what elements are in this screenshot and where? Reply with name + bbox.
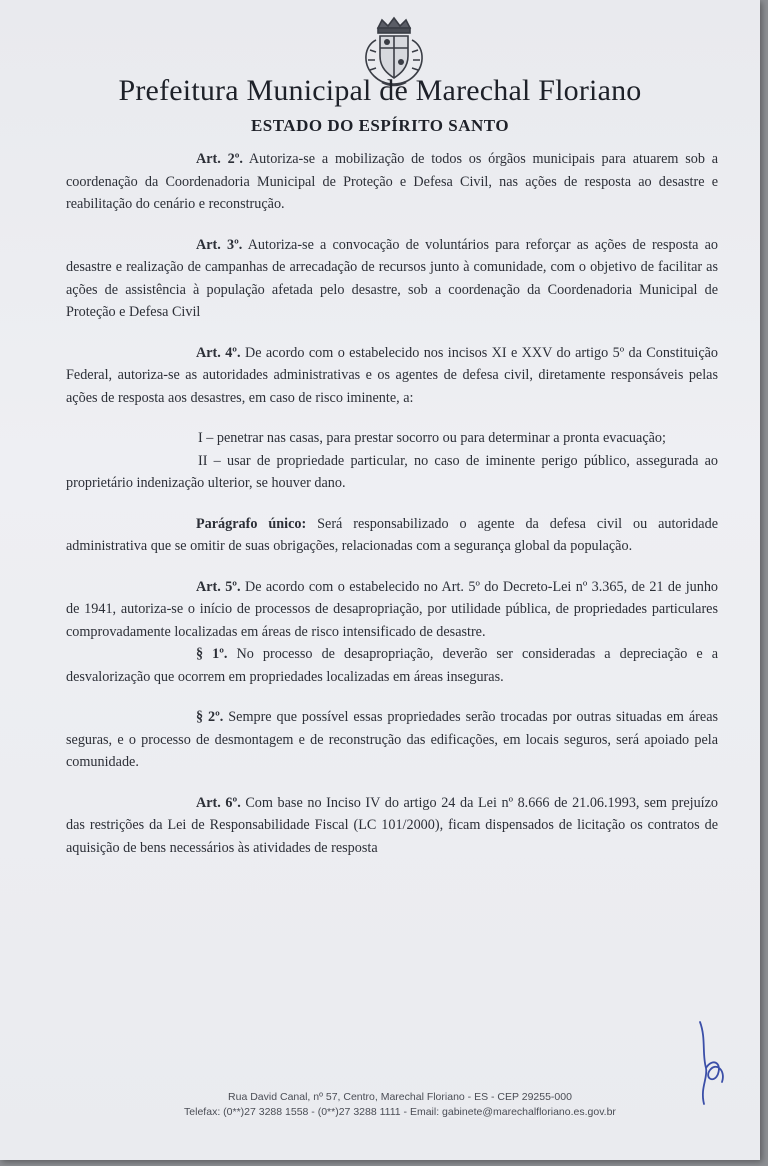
article-text: De acordo com o estabelecido no Art. 5º do Decreto-Lei nº 3.365, de 21 de junho de 1941, autoriza-se o início de processos de desapropriação, por utilidade pública, de propriedades particulares comprovadamente localizadas em áreas de risco intensificado de desastre. xyxy=(66,578,719,640)
article-5-section-1 xyxy=(66,643,718,688)
footer-address: Rua David Canal, nº 57, Centro, Marechal Floriano - ES - CEP 29255-000 xyxy=(228,1091,572,1103)
paragraph-text: Será responsabilizado o agente da defesa civil ou autoridade administrativa que se omitir de suas obrigações, relacionadas com a segurança global da população. xyxy=(66,515,718,554)
footer-contact: Telefax: (0**)27 3288 1558 - (0**)27 3288 1111 - Email: gabinete@marechalfloriano.es.gov.br xyxy=(184,1106,616,1118)
article-label: Art. 6º. xyxy=(196,794,241,811)
article-3 xyxy=(66,234,718,324)
article-text: Autoriza-se a mobilização de todos os órgãos municipais para atuarem sob a coordenação da Coordenadoria Municipal de Proteção e Defesa Civil, nas ações de resposta ao desastre e reabilitação do cenário e reconstrução. xyxy=(66,151,718,212)
article-5 xyxy=(66,576,718,644)
document-body xyxy=(66,148,718,859)
article-text: Autoriza-se a convocação de voluntários para reforçar as ações de resposta ao desastre e realização de campanhas de arrecadação de recursos junto à comunidade, com o objetivo de facilitar as ações de assistência à população afetada pelo desastre, sob a coordenação da Coordenadoria Municipal de Proteção e Defesa Civil xyxy=(66,236,718,320)
signature-icon xyxy=(692,1018,732,1108)
section-label: § 2º. xyxy=(196,709,224,725)
article-label: Art. 4º. xyxy=(196,344,241,361)
article-text: Com base no Inciso IV do artigo 24 da Lei nº 8.666 de 21.06.1993, sem prejuízo das restrições da Lei de Responsabilidade Fiscal (LC 101/2000), ficam dispensados de licitação os contratos de aquisição de bens necessários às atividades de resposta xyxy=(66,794,719,856)
page-footer xyxy=(110,1090,690,1120)
section-label: § 1º. xyxy=(196,646,228,662)
article-4 xyxy=(66,342,718,410)
article-label: Art. 2º. xyxy=(196,151,243,167)
municipality-title: Prefeitura Municipal de Marechal Floriano xyxy=(118,74,642,107)
article-text: De acordo com o estabelecido nos incisos XI e XXV do artigo 5º da Constituição Federal, autoriza-se as autoridades administrativas e os agentes de defesa civil, diretamente responsáveis pelas ações de resposta aos desastres, em caso de risco iminente, a: xyxy=(66,344,719,406)
sole-paragraph xyxy=(66,513,718,558)
article-6 xyxy=(66,792,718,860)
article-label: Art. 3º. xyxy=(196,236,243,253)
article-4-item-1: I – penetrar nas casas, para prestar socorro ou para determinar a pronta evacuação; xyxy=(198,430,666,446)
section-text: Sempre que possível essas propriedades serão trocadas por outras situadas em áreas seguras, e o processo de desmontagem e de reconstrução das edificações, em locais seguros, será apoiado pela comunidade. xyxy=(66,709,719,770)
paragraph-label: Parágrafo único: xyxy=(196,515,307,532)
state-subtitle: ESTADO DO ESPÍRITO SANTO xyxy=(250,116,510,135)
article-5-section-2 xyxy=(66,706,718,774)
article-4-item-2: II – usar de propriedade particular, no caso de iminente perigo público, assegurada ao proprietário indenização ulterior, se houver dano. xyxy=(66,452,718,491)
article-label: Art. 5º. xyxy=(196,578,241,595)
section-text: No processo de desapropriação, deverão ser consideradas a depreciação e a desvalorização que ocorrem em propriedades localizadas em áreas inseguras. xyxy=(66,646,719,685)
article-2 xyxy=(66,148,718,216)
